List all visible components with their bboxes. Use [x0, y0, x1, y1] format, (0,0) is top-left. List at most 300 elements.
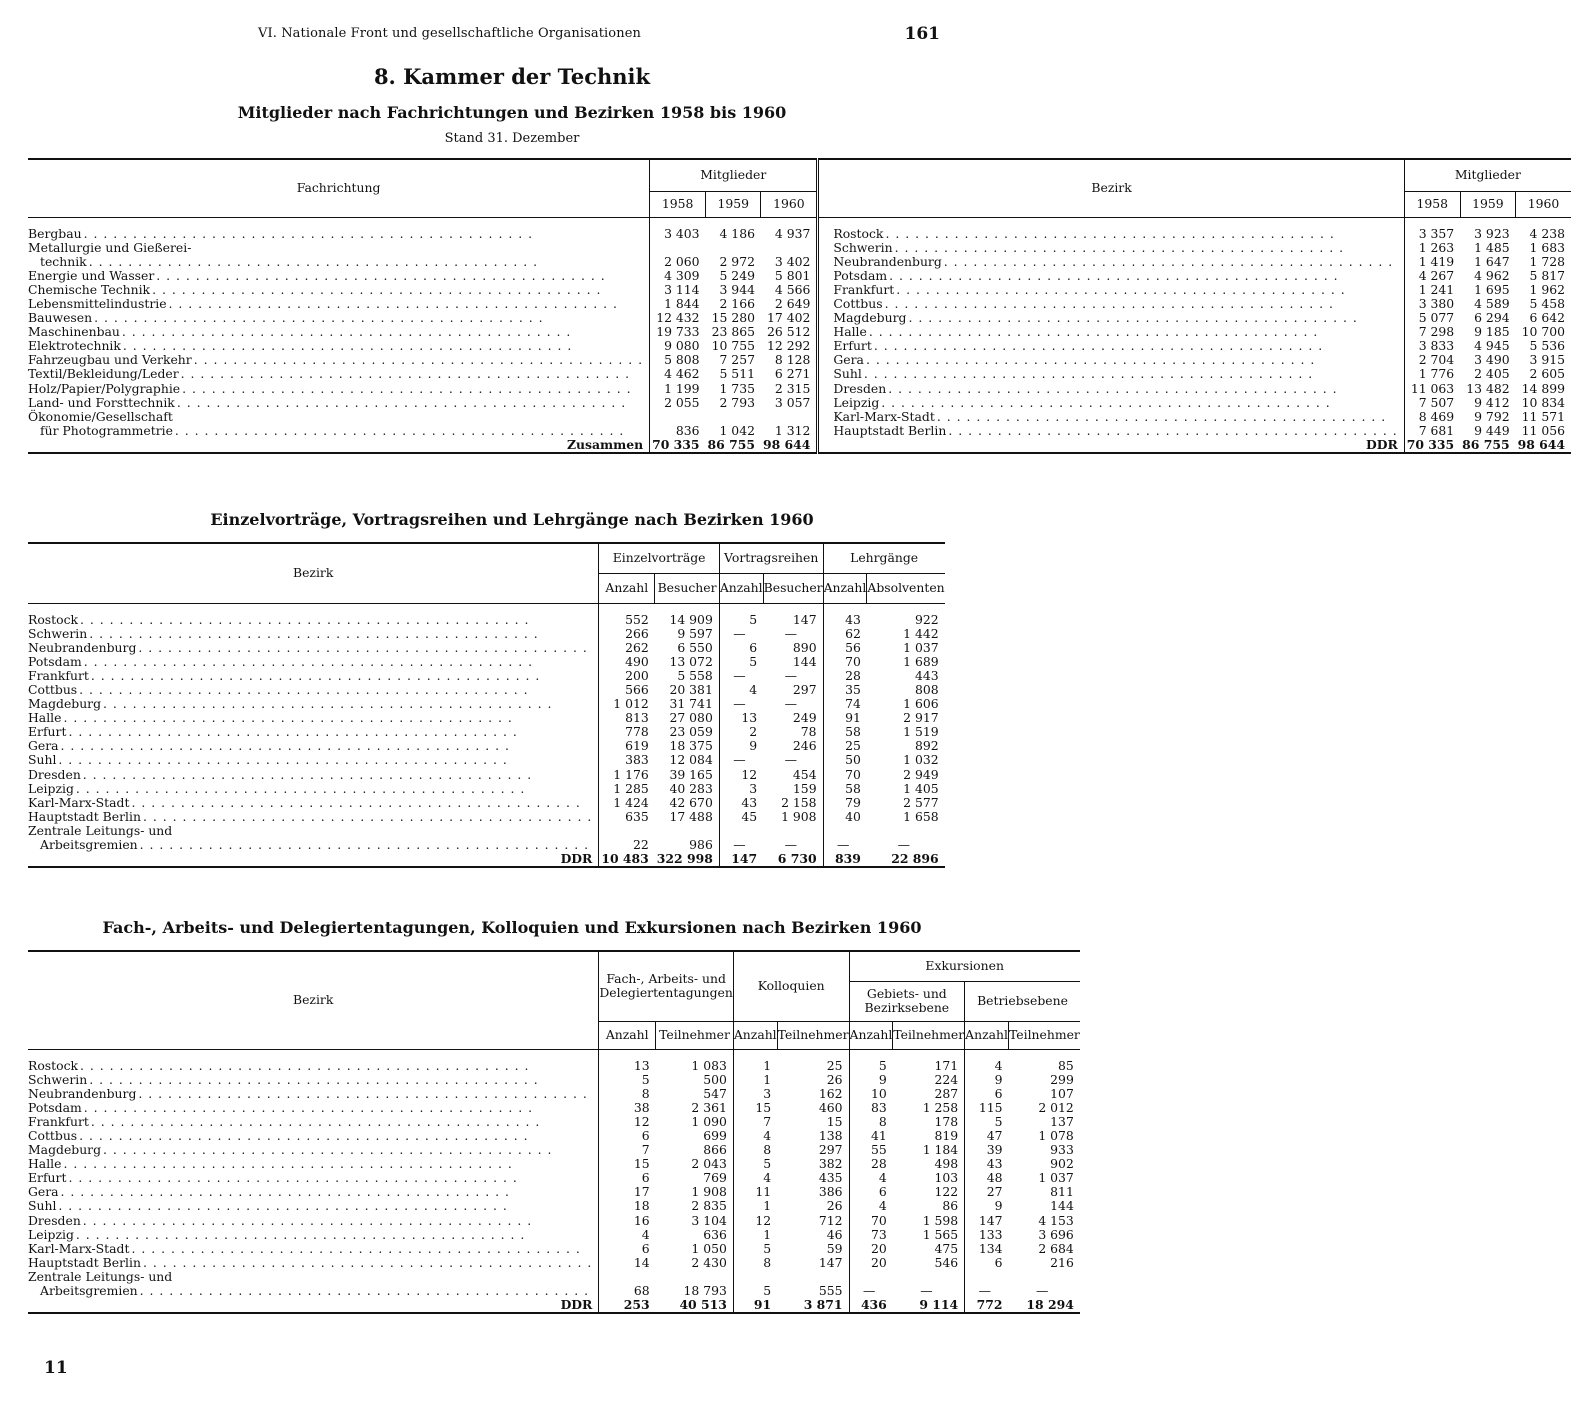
cell-value: 1 728 [1529, 253, 1566, 269]
cell-value: 2 704 [1404, 353, 1460, 367]
cell-value: 6 730 [777, 851, 817, 867]
row-label: Cottbus . . . [28, 683, 599, 697]
cell-value: 159 [792, 780, 817, 796]
table-row [28, 227, 1571, 241]
col-bezirk: Bezirk [28, 543, 599, 603]
row-label: Gera . . . [28, 739, 599, 753]
table-row [28, 353, 1571, 367]
cell-value: 1 565 [922, 1226, 959, 1242]
table-row [28, 297, 1571, 311]
row-label: Suhl . . . [818, 367, 1404, 381]
cell-value: 490 [599, 655, 655, 669]
cell-value: 2 649 [774, 295, 811, 311]
row-label: Zusammen [566, 436, 644, 452]
table-row [28, 1171, 1080, 1185]
cell-value: 43 [823, 613, 867, 627]
cell-value [763, 824, 823, 838]
cell-value: — [823, 838, 867, 852]
subheader: Anzahl [823, 573, 867, 603]
cell-value: 5 249 [719, 267, 755, 283]
cell-value: 866 [703, 1142, 727, 1158]
cell-value: 115 [965, 1101, 1009, 1115]
table-row [28, 396, 1571, 410]
cell-value: 1 [733, 1073, 777, 1087]
cell-value: 4 462 [650, 367, 706, 381]
cell-value: 39 [965, 1143, 1009, 1157]
cell-value: 144 [1050, 1198, 1074, 1214]
cell-value: 144 [792, 653, 817, 669]
cell-value: 322 998 [656, 851, 713, 867]
cell-value: 8 [599, 1087, 656, 1101]
cell-value: 55 [849, 1143, 893, 1157]
cell-value: 2 917 [903, 710, 939, 726]
cell-value: — [719, 838, 763, 852]
cell-value: 4 566 [774, 281, 811, 297]
cell-value: — [784, 837, 798, 852]
cell-value: 9 449 [1474, 422, 1510, 438]
row-label: Lebensmittelindustrie . . . [28, 297, 650, 311]
cell-value: 12 292 [767, 338, 811, 354]
cell-value: 26 512 [767, 324, 811, 340]
cell-value: 4 [719, 683, 763, 697]
page-number: 161 [904, 24, 940, 44]
table-row [28, 613, 945, 627]
table-row [28, 697, 945, 711]
cell-value: — [719, 669, 763, 683]
cell-value: 3 357 [1404, 227, 1460, 241]
cell-value: 3 915 [1529, 352, 1566, 368]
cell-value: 6 [965, 1087, 1009, 1101]
cell-value: 7 298 [1404, 325, 1460, 339]
table-row [28, 711, 945, 725]
cell-value: 383 [599, 753, 655, 767]
cell-value: — [897, 837, 910, 852]
table-row [28, 269, 1571, 283]
group-gebietsebene: Gebiets- und Bezirksebene [849, 981, 965, 1021]
row-label: Ökonomie/Gesellschaft [28, 408, 173, 424]
cell-value: 9 080 [650, 339, 706, 353]
cell-value: 3 380 [1404, 297, 1460, 311]
row-label: Rostock . . . [28, 613, 599, 627]
cell-value: 171 [934, 1057, 959, 1073]
cell-value: 56 [823, 641, 867, 655]
row-label: Halle . . . [28, 711, 599, 725]
cell-value: 27 080 [669, 710, 713, 726]
cell-value [777, 1270, 849, 1284]
row-label: Land- und Forsttechnik . . . [28, 396, 650, 410]
cell-value: 20 381 [669, 681, 713, 697]
cell-value: 74 [823, 697, 867, 711]
cell-value: 1 519 [903, 724, 939, 740]
row-label: Schwerin . . . [28, 627, 599, 641]
col-fachrichtung: Fachrichtung [28, 159, 650, 217]
cell-value: 28 [823, 669, 867, 683]
table-row [28, 824, 945, 838]
row-label: Magdeburg . . . [818, 311, 1404, 325]
cell-value: 1 199 [650, 382, 706, 396]
cell-value: 16 [599, 1214, 656, 1228]
row-label: Dresden . . . [818, 382, 1404, 396]
cell-value: 47 [965, 1129, 1009, 1143]
cell-value: 12 [599, 1115, 656, 1129]
cell-value: 2 166 [719, 295, 755, 311]
cell-value: 98 644 [762, 436, 811, 452]
cell-value: 41 [849, 1129, 893, 1143]
table-row [28, 1115, 1080, 1129]
cell-value: 85 [1058, 1057, 1074, 1073]
group-vortragsreihen: Vortragsreihen [719, 543, 823, 573]
cell-value: 27 [965, 1185, 1009, 1199]
cell-value: 5 801 [774, 267, 811, 283]
cell-value: 73 [849, 1228, 893, 1242]
table-row [28, 739, 945, 753]
row-label: für Photogrammetrie . . . [28, 424, 650, 438]
cell-value: 10 755 [711, 338, 755, 354]
row-label: Cottbus . . . [28, 1129, 599, 1143]
cell-value: 4 153 [1038, 1212, 1074, 1228]
table-row [28, 1129, 1080, 1143]
cell-value: 922 [915, 611, 939, 627]
cell-value: 3 833 [1404, 339, 1460, 353]
col-bezirk: Bezirk [818, 159, 1404, 217]
table1-title: Mitglieder nach Fachrichtungen und Bezirken 1958 bis 1960 [237, 103, 787, 122]
cell-value: 7 [599, 1143, 656, 1157]
cell-value: 2 577 [903, 794, 939, 810]
cell-value: 162 [818, 1085, 843, 1101]
cell-value: 7 [733, 1115, 777, 1129]
row-label: Halle . . . [818, 325, 1404, 339]
cell-value: 12 [733, 1214, 777, 1228]
cell-value [867, 824, 945, 838]
cell-value: 1 962 [1529, 281, 1566, 297]
cell-value: 4 [849, 1171, 893, 1185]
cell-value [599, 824, 655, 838]
cell-value: 5 [733, 1284, 777, 1298]
cell-value: 2 835 [691, 1198, 727, 1214]
cell-value: 808 [915, 681, 939, 697]
row-label: Arbeitsgremien . . . [28, 838, 599, 852]
cell-value: 1 606 [903, 696, 939, 712]
cell-value: 2 012 [1038, 1099, 1074, 1115]
row-label: Schwerin . . . [28, 1073, 599, 1087]
cell-value: 103 [934, 1170, 959, 1186]
cell-value: 20 [849, 1256, 893, 1270]
table-row [28, 1087, 1080, 1101]
row-label: Schwerin . . . [818, 241, 1404, 255]
cell-value: 772 [965, 1298, 1009, 1313]
cell-value: 699 [703, 1127, 727, 1143]
members-table [28, 158, 1571, 454]
cell-value: 22 [599, 838, 655, 852]
cell-value: 2 605 [1529, 366, 1566, 382]
cell-value: 2 043 [691, 1156, 727, 1172]
cell-value: 1 241 [1404, 283, 1460, 297]
subheader: Besucher [763, 573, 823, 603]
table-row [28, 283, 1571, 297]
table-row [28, 1228, 1080, 1242]
row-label: Leipzig . . . [818, 396, 1404, 410]
cell-value: 42 670 [669, 794, 713, 810]
table-row [28, 410, 1571, 424]
cell-value: 635 [599, 810, 655, 824]
row-label: Frankfurt . . . [818, 283, 1404, 297]
row-label: Frankfurt . . . [28, 1115, 599, 1129]
cell-value: 11 571 [1521, 408, 1566, 424]
cell-value: 4 962 [1474, 267, 1510, 283]
cell-value: 18 375 [669, 738, 713, 754]
cell-value: 986 [689, 837, 713, 852]
table1-subtitle: Stand 31. Dezember [444, 131, 580, 146]
cell-value: 636 [703, 1226, 727, 1242]
lectures-table [28, 542, 945, 868]
group-kolloquien: Kolloquien [733, 951, 849, 1021]
cell-value: 3 [719, 782, 763, 796]
cell-value: 1 485 [1474, 239, 1510, 255]
cell-value: 224 [934, 1071, 959, 1087]
cell-value [650, 410, 706, 424]
row-label: Suhl . . . [28, 753, 599, 767]
cell-value: 2 949 [903, 766, 939, 782]
cell-value: 45 [719, 810, 763, 824]
cell-value: 147 [792, 611, 817, 627]
total-row [28, 438, 1571, 453]
cell-value: 2 060 [650, 255, 706, 269]
cell-value: 6 [719, 641, 763, 655]
cell-value: 2 430 [691, 1254, 727, 1270]
cell-value: 1 042 [719, 422, 755, 438]
row-label: Karl-Marx-Stadt . . . [818, 410, 1404, 424]
cell-value: 769 [703, 1170, 727, 1186]
cell-value: 1 908 [691, 1184, 727, 1200]
cell-value: 5 817 [1529, 267, 1566, 283]
cell-value: 15 [599, 1157, 656, 1171]
cell-value: 107 [1050, 1085, 1074, 1101]
cell-value: 1 [733, 1059, 777, 1073]
cell-value: 266 [599, 627, 655, 641]
cell-value: 249 [792, 710, 817, 726]
cell-value: 10 [849, 1087, 893, 1101]
cell-value: 1 050 [691, 1240, 727, 1256]
cell-value: 7 507 [1404, 396, 1460, 410]
cell-value: 86 755 [1462, 436, 1510, 452]
table-row [28, 782, 945, 796]
cell-value: 6 550 [677, 639, 713, 655]
cell-value: 14 909 [669, 611, 713, 627]
cell-value: 3 944 [719, 281, 755, 297]
cell-value: 9 597 [677, 625, 713, 641]
table-row [28, 796, 945, 810]
cell-value: 5 [719, 655, 763, 669]
cell-value: 819 [934, 1127, 959, 1143]
cell-value: 1 285 [599, 782, 655, 796]
cell-value: 86 [942, 1198, 959, 1214]
cell-value: 19 733 [650, 325, 706, 339]
cell-value: 6 [965, 1256, 1009, 1270]
cell-value: 86 755 [707, 436, 755, 452]
cell-value: — [965, 1284, 1009, 1298]
cell-value: 7 681 [1404, 424, 1460, 438]
cell-value [650, 241, 706, 255]
cell-value: 386 [818, 1184, 843, 1200]
cell-value: — [849, 1284, 893, 1298]
row-label: Dresden . . . [28, 1214, 599, 1228]
subheader: Teilnehmer [893, 1021, 965, 1049]
row-label: Hauptstadt Berlin . . . [818, 424, 1404, 438]
conferences-table [28, 950, 1080, 1314]
row-label: Neubrandenburg . . . [28, 1087, 599, 1101]
cell-value: 147 [965, 1214, 1009, 1228]
cell-value: — [1035, 1283, 1049, 1298]
cell-value: 9 [719, 739, 763, 753]
cell-value: 9 [965, 1199, 1009, 1213]
cell-value [965, 1270, 1009, 1284]
cell-value [761, 241, 818, 255]
cell-value: 9 412 [1474, 394, 1510, 410]
row-label: Halle . . . [28, 1157, 599, 1171]
cell-value: 147 [818, 1254, 843, 1270]
cell-value: 12 [719, 768, 763, 782]
cell-value: 1 598 [922, 1212, 959, 1228]
signature-mark: 11 [44, 1358, 68, 1378]
total-row [28, 852, 945, 867]
cell-value: 38 [599, 1101, 656, 1115]
cell-value: 22 896 [891, 851, 939, 867]
cell-value: 5 558 [677, 667, 713, 683]
cell-value: 435 [818, 1170, 843, 1186]
cell-value: 5 [599, 1073, 656, 1087]
cell-value: 436 [849, 1298, 893, 1313]
cell-value: 7 257 [719, 352, 755, 368]
cell-value: 6 [599, 1242, 656, 1256]
row-label: Rostock . . . [818, 227, 1404, 241]
cell-value: 5 077 [1404, 311, 1460, 325]
cell-value: 11 [733, 1185, 777, 1199]
cell-value: 1 263 [1404, 241, 1460, 255]
cell-value: 836 [650, 424, 706, 438]
cell-value: 1 695 [1474, 281, 1510, 297]
table-row [28, 424, 1571, 438]
cell-value: 10 834 [1521, 394, 1566, 410]
cell-value: 3 114 [650, 283, 706, 297]
row-label: Leipzig . . . [28, 782, 599, 796]
cell-value: 1 442 [903, 625, 939, 641]
cell-value: — [784, 625, 798, 641]
table-row [28, 1157, 1080, 1171]
cell-value: 1 419 [1404, 255, 1460, 269]
table3-title: Fach-, Arbeits- und Delegiertentagungen, Kolloquien und Exkursionen nach Bezirken 1960 [102, 918, 922, 937]
cell-value: 287 [934, 1085, 959, 1101]
cell-value: 253 [599, 1298, 656, 1313]
cell-value: 1 [733, 1228, 777, 1242]
cell-value: 70 [823, 655, 867, 669]
group-exkursionen: Exkursionen [849, 951, 1080, 981]
row-label: Frankfurt . . . [28, 669, 599, 683]
cell-value: 443 [915, 667, 939, 683]
cell-value: 1 683 [1529, 239, 1566, 255]
cell-value: 1 032 [903, 752, 939, 768]
cell-value: 10 483 [599, 852, 655, 867]
cell-value: 1 078 [1038, 1127, 1074, 1143]
cell-value: — [719, 697, 763, 711]
table-row [28, 367, 1571, 381]
cell-value: 8 [733, 1256, 777, 1270]
cell-value: 17 402 [767, 310, 811, 326]
row-label: Elektrotechnik . . . [28, 339, 650, 353]
cell-value: 10 700 [1521, 324, 1566, 340]
cell-value: 1 647 [1474, 253, 1510, 269]
year-header: 1958 [650, 191, 706, 217]
cell-value: 4 186 [719, 225, 755, 241]
cell-value: 382 [818, 1156, 843, 1172]
cell-value: 11 063 [1404, 382, 1460, 396]
row-label: DDR [560, 1297, 593, 1313]
cell-value: 68 [599, 1284, 656, 1298]
cell-value: 6 642 [1529, 310, 1566, 326]
cell-value: 778 [599, 725, 655, 739]
cell-value: 43 [965, 1157, 1009, 1171]
row-label: Karl-Marx-Stadt . . . [28, 796, 599, 810]
cell-value: 933 [1050, 1142, 1074, 1158]
cell-value: 2 315 [774, 380, 811, 396]
cell-value: 8 469 [1404, 410, 1460, 424]
year-header: 1960 [1516, 191, 1571, 217]
cell-value: 23 059 [669, 724, 713, 740]
cell-value: 890 [792, 639, 817, 655]
cell-value: 13 [599, 1059, 656, 1073]
cell-value [893, 1270, 965, 1284]
cell-value: 70 335 [650, 438, 706, 453]
cell-value: 3 [733, 1087, 777, 1101]
cell-value [719, 824, 763, 838]
total-row [28, 1298, 1080, 1313]
cell-value: 1 [733, 1199, 777, 1213]
subheader: Anzahl [965, 1021, 1009, 1049]
cell-value: 8 [849, 1115, 893, 1129]
cell-value: 4 937 [774, 225, 811, 241]
cell-value: 1 908 [781, 808, 817, 824]
row-label: Holz/Papier/Polygraphie . . . [28, 382, 650, 396]
cell-value: 3 871 [803, 1297, 843, 1313]
table-row [28, 627, 945, 641]
cell-value: 1 658 [903, 808, 939, 824]
cell-value: 4 945 [1474, 338, 1510, 354]
cell-value: 3 696 [1038, 1226, 1074, 1242]
table-row [28, 255, 1571, 269]
row-label: Magdeburg . . . [28, 1143, 599, 1157]
row-label: Cottbus . . . [818, 297, 1404, 311]
row-label: Potsdam . . . [28, 655, 599, 669]
cell-value: 25 [826, 1057, 843, 1073]
cell-value: 25 [823, 739, 867, 753]
cell-value: 48 [965, 1171, 1009, 1185]
cell-value: 18 294 [1026, 1297, 1074, 1313]
cell-value: 70 335 [1404, 438, 1460, 453]
row-label: Potsdam . . . [28, 1101, 599, 1115]
cell-value [823, 824, 867, 838]
table-row [28, 382, 1571, 396]
cell-value: 1 090 [691, 1113, 727, 1129]
year-header: 1960 [761, 191, 818, 217]
cell-value: 2 [719, 725, 763, 739]
cell-value: 4 [733, 1171, 777, 1185]
cell-value [599, 1270, 656, 1284]
cell-value [733, 1270, 777, 1284]
cell-value: 4 [965, 1059, 1009, 1073]
cell-value: 26 [826, 1198, 843, 1214]
row-label: Zentrale Leitungs- und [28, 822, 173, 838]
cell-value: 40 513 [679, 1297, 727, 1313]
cell-value: 58 [823, 725, 867, 739]
